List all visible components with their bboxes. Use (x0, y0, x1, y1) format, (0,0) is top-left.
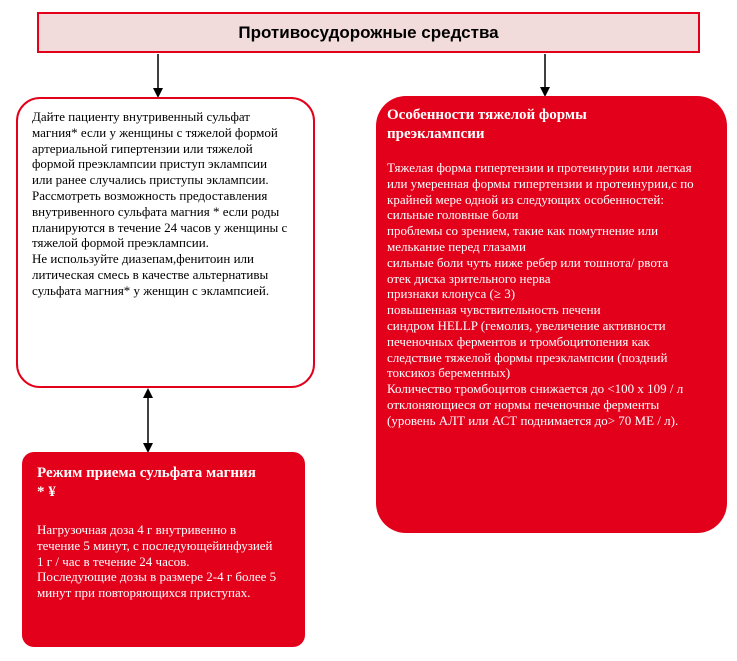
bottom-box-line: течение 5 минут, с последующейинфузией (37, 537, 273, 553)
left-box-line: Дайте пациенту внутривенный сульфат (32, 109, 250, 124)
right-box-line: следствие тяжелой формы преэклампсии (поздний (387, 349, 668, 365)
right-box-line: или умеренная формы гипертензии и протеинурии,с по (387, 175, 694, 191)
bottom-box-body (37, 522, 293, 601)
right-box-line: крайней мере одной из следующих особенностей: (387, 191, 664, 207)
left-box-line: Не используйте диазепам,фенитоин или (32, 251, 254, 267)
bottom-box-heading-line: * ¥ (37, 484, 56, 500)
right-box-heading-line: преэклампсии (387, 126, 485, 142)
diagram-title: Противосудорожные средства (238, 22, 499, 42)
magnesium-indication-box (16, 97, 315, 388)
right-box-heading (387, 106, 717, 144)
magnesium-dosing-box (22, 452, 305, 647)
left-box-line: тяжелой формой преэклампсии. (32, 235, 209, 251)
right-box-line: отек диска зрительного нерва (387, 270, 551, 286)
left-box-line: Рассмотреть возможность предоставления (32, 187, 268, 203)
left-box-line: планируются в течение 24 часов у женщины с (32, 219, 288, 235)
right-box-line: признаки клонуса (≥ 3) (387, 286, 516, 302)
right-box-line: (уровень АЛТ или АСТ поднимается до> 70 МЕ / л). (387, 412, 679, 428)
right-box-line: отклоняющиеся от нормы печеночные ферменты (387, 396, 660, 412)
right-box-line: мелькание перед глазами (387, 238, 526, 254)
bottom-box-line: минут при повторяющихся приступах. (37, 585, 251, 601)
left-box-line: или ранее случались приступы эклампсии. (32, 172, 269, 188)
left-box-line: артериальной гипертензии или тяжелой (32, 140, 253, 156)
bottom-box-heading (37, 464, 293, 502)
severe-preeclampsia-features-box (376, 96, 727, 533)
bottom-box-line: 1 г / час в течение 24 часов. (37, 553, 190, 569)
right-box-line: проблемы со зрением, такие как помутнение или (387, 223, 659, 239)
bottom-box-line: Нагрузочная доза 4 г внутривенно в (37, 522, 237, 537)
right-box-heading-line: Особенности тяжелой формы (387, 107, 587, 123)
right-box-line: Количество тромбоцитов снижается до <100 х 109 / л (387, 381, 684, 397)
right-box-line: Тяжелая форма гипертензии и протеинурии или легкая (387, 160, 692, 175)
title-box (37, 12, 700, 53)
right-box-line: синдром HELLP (гемолиз, увеличение активности (387, 317, 666, 333)
left-box-line: сульфата магния* у женщин с эклампсией. (32, 282, 270, 298)
right-box-line: печеночных ферментов и тромбоцитопения как (387, 333, 650, 349)
left-box-line: литическая смесь в качестве альтернативы (32, 266, 269, 282)
bottom-box-line: Последующие дозы в размере 2-4 г более 5 (37, 569, 277, 585)
right-box-line: токсикоз беременных) (387, 365, 511, 381)
right-box-line: сильные боли чуть ниже ребер или тошнота/ рвота (387, 254, 669, 270)
right-box-line: сильные головные боли (387, 207, 519, 223)
left-box-line: формой преэклампсии приступ эклампсии (32, 156, 268, 172)
right-box-line: повышенная чувствительность печени (387, 302, 601, 318)
right-box-body (387, 160, 717, 429)
bottom-box-heading-line: Режим приема сульфата магния (37, 465, 256, 481)
left-box-line: внутривенного сульфата магния * если роды (32, 203, 280, 219)
left-box-line: магния* если у женщины с тяжелой формой (32, 124, 278, 140)
